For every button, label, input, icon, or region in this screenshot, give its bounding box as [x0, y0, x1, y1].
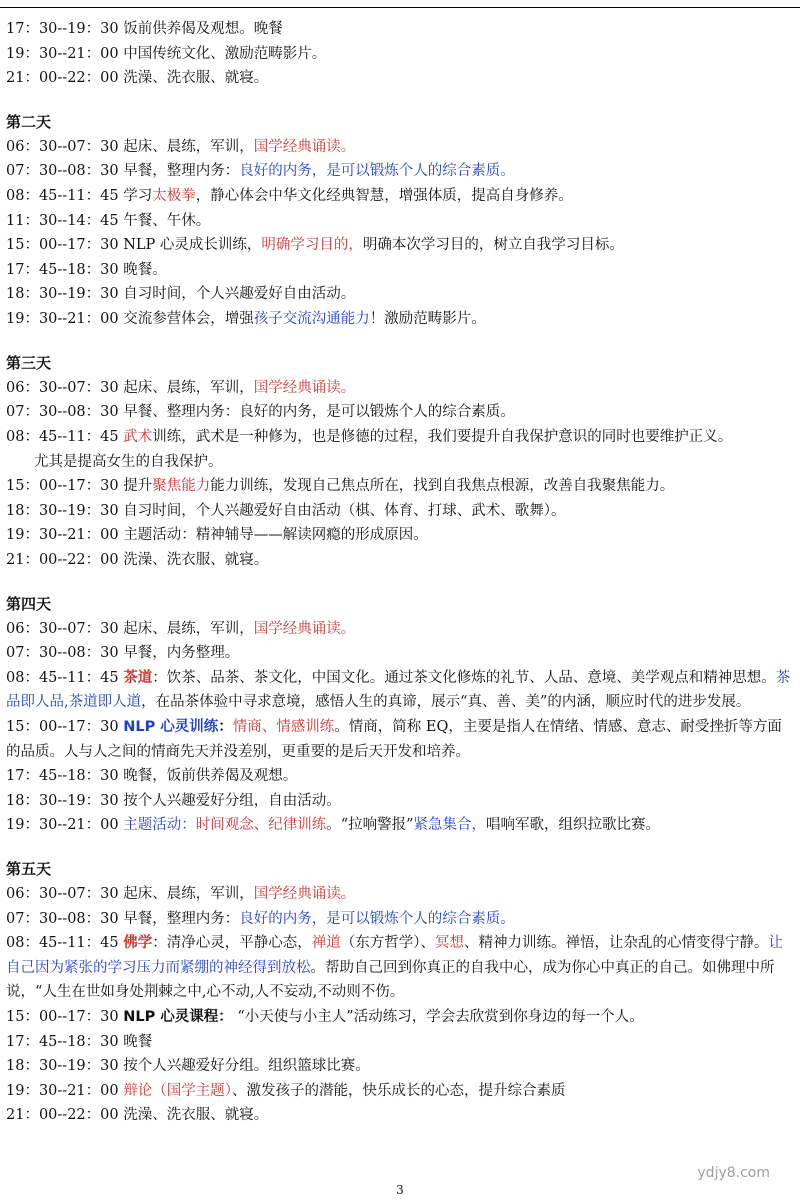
text-segment: 国学经典诵读。 — [253, 138, 356, 155]
text-segment: 国学经典诵读。 — [253, 620, 356, 637]
text-segment: 。帮助自己回到你真正的自我中心，成为你心中真正的自己。如佛理中所说，“人生在世如身处荆棘之中,心不动,人不妄动,不动则不伤。 — [6, 959, 775, 1001]
watermark: ydjy8.com — [697, 1165, 770, 1181]
text-segment: 训练，武术是一种修为，也是修德的过程，我们要提升自我保护意识的同时也要维护正义。 — [152, 428, 733, 445]
text-segment: 、精神力训练。禅悟，让杂乱的心情变得宁静。 — [463, 935, 769, 952]
text-segment: 国学经典诵读。 — [253, 886, 356, 902]
text-segment: 08：45--11：45 — [6, 935, 124, 952]
schedule-line: 21：00--22：00 洗澡、洗衣服、就寝。 — [6, 70, 269, 87]
text-segment: 08：45--11：45 学习 — [6, 188, 153, 205]
schedule-line — [6, 135, 794, 160]
schedule-document — [6, 17, 794, 1128]
text-segment: 佛学 — [123, 935, 153, 952]
text-segment: “小天使与小主人”活动练习，学会去欣赏到你身边的每一个人。 — [232, 1008, 644, 1025]
text-segment: 。“拉响警报” — [326, 817, 414, 834]
schedule-line — [6, 715, 794, 764]
schedule-line: 21：00--22：00 洗澡、洗衣服、就寝。 — [6, 1107, 269, 1124]
text-segment: ，在品茶体验中寻求意境，感悟人生的真谛，展示“真、善、美”的内涵，顺应时代的进步发展。 — [141, 694, 751, 711]
text-segment: 19：30--21：00 — [6, 1082, 124, 1099]
text-segment: 良好的内务，是可以锻炼个人的综合素质。 — [239, 163, 515, 180]
text-segment: 国学经典诵读。 — [253, 379, 356, 396]
text-segment: NLP 心灵课程： — [123, 1008, 233, 1025]
schedule-line — [6, 1079, 794, 1104]
text-segment: 06：30--07：30 起床、晨练，军训， — [6, 379, 254, 396]
text-segment: 19：30--21：00 交流参营体会，增强 — [6, 311, 254, 328]
text-segment: 19：30--21：00 — [6, 817, 124, 834]
schedule-line — [6, 666, 794, 715]
text-segment: 07：30--08：30 早餐，整理内务： — [6, 163, 240, 180]
text-segment: ！激励范畴影片。 — [369, 311, 486, 328]
text-segment: 孩子交流沟通能力 — [253, 311, 370, 328]
day-heading: 第三天 — [6, 354, 52, 373]
schedule-line — [6, 184, 794, 209]
schedule-line — [6, 233, 794, 258]
schedule-line: 21：00--22：00 洗澡、洗衣服、就寝。 — [6, 551, 269, 568]
text-segment: 时间观念、纪律训练 — [195, 817, 327, 834]
text-segment: 紧急集合， — [413, 817, 487, 834]
text-segment: ： — [218, 718, 233, 735]
schedule-line — [6, 931, 794, 1005]
day-heading: 第四天 — [6, 594, 52, 613]
schedule-line: 17：45--18：30 晚餐。 — [6, 261, 167, 278]
schedule-line: 18：30--19：30 按个人兴趣爱好分组。组织篮球比赛。 — [6, 1058, 370, 1075]
text-segment: 主题活动： — [123, 817, 196, 834]
text-segment: 明确本次学习目的，树立自我学习目标。 — [362, 237, 624, 254]
schedule-line — [6, 159, 794, 184]
text-segment: 06：30--07：30 起床、晨练，军训， — [6, 886, 254, 902]
schedule-line: 07：30--08：30 早餐，内务整理。 — [6, 645, 240, 662]
text-segment: 06：30--07：30 起床、晨练，军训， — [6, 138, 254, 155]
text-segment: ，静心体会中华文化经典智慧，增强体质，提高自身修养。 — [195, 188, 573, 205]
schedule-line: 19：30--21：00 中国传统文化、激励范畴影片。 — [6, 45, 327, 62]
text-segment: （东方哲学）、 — [340, 935, 435, 952]
text-segment: 15：00--17：30 — [6, 1008, 124, 1025]
text-segment: ：清净心灵，平静心态， — [152, 935, 312, 952]
day-heading: 第二天 — [6, 113, 52, 132]
text-segment: 07：30--08：30 早餐，整理内务： — [6, 910, 240, 927]
text-segment: 禅道 — [311, 935, 341, 952]
page-number: 3 — [396, 1183, 404, 1197]
schedule-line-continuation: 尤其是提高女生的自我保护。 — [34, 453, 223, 470]
text-segment: 15：00--17：30 提升 — [6, 478, 153, 495]
text-segment: 良好的内务，是可以锻炼个人的综合素质。 — [239, 910, 515, 927]
day-heading: 第五天 — [6, 860, 52, 879]
text-segment: 冥想 — [434, 935, 464, 952]
text-segment: 茶品即人品,茶道即人道 — [6, 669, 791, 711]
schedule-line: 17：45--18：30 晚餐，饭前供养偈及观想。 — [6, 768, 298, 785]
text-segment: 太极拳 — [152, 188, 196, 205]
text-segment: 情商、情感训练 — [232, 718, 335, 735]
text-segment: 明确学习目的， — [261, 237, 363, 254]
schedule-line: 17：45--18：30 晚餐 — [6, 1033, 153, 1050]
schedule-line: 18：30--19：30 按个人兴趣爱好分组，自由活动。 — [6, 792, 341, 809]
text-segment: 、激发孩子的潜能，快乐成长的心态，提升综合素质 — [231, 1082, 566, 1099]
schedule-line: 11：30--14：45 午餐、午休。 — [6, 212, 211, 229]
schedule-line — [6, 882, 794, 907]
schedule-line — [6, 425, 794, 450]
schedule-line — [6, 617, 794, 642]
text-segment: NLP 心灵训练 — [123, 718, 219, 735]
text-segment: 15：00--17：30 — [6, 718, 124, 735]
text-segment: 。情商，简称 EQ，主要是指人在情绪、情感、意志、耐受挫折等方面的品质。人与人之间的情商先天并没差别，更重要的是后天开发和培养。 — [6, 718, 782, 760]
schedule-line: 19：30--21：00 主题活动：精神辅导——解读网瘾的形成原因。 — [6, 527, 428, 544]
text-segment: 茶道 — [123, 669, 153, 686]
schedule-line — [6, 907, 794, 932]
text-segment: 武术 — [123, 428, 153, 445]
schedule-line: 07：30--08：30 早餐、整理内务：良好的内务，是可以锻炼个人的综合素质。 — [6, 404, 515, 421]
schedule-line — [6, 376, 794, 401]
text-segment: 让自己因为紧张的学习压力而紧绷的神经得到放松 — [6, 935, 783, 976]
schedule-line — [6, 474, 794, 499]
text-segment: 聚焦能力 — [152, 478, 211, 495]
text-segment: 能力训练，发现自己焦点所在，找到自我焦点根源，改善自我聚焦能力。 — [210, 478, 675, 495]
text-segment: ：饮茶、品茶、茶文化，中国文化。通过茶文化修炼的礼节、人品、意境、美学观点和精神思想。 — [152, 669, 776, 686]
header-rule — [0, 7, 800, 8]
schedule-line — [6, 813, 794, 838]
text-segment: 06：30--07：30 起床、晨练，军训， — [6, 620, 254, 637]
text-segment: 唱响军歌，组织拉歌比赛。 — [486, 817, 661, 834]
schedule-line — [6, 307, 794, 332]
text-segment: 15：00--17：30 NLP 心灵成长训练， — [6, 237, 262, 254]
schedule-line: 18：30--19：30 自习时间，个人兴趣爱好自由活动。 — [6, 286, 356, 303]
schedule-line: 17：30--19：30 饭前供养偈及观想。晚餐 — [6, 21, 283, 37]
text-segment: 辩论（国学主题） — [123, 1082, 232, 1099]
schedule-line: 18：30--19：30 自习时间，个人兴趣爱好自由活动（棋、体育、打球、武术、歌舞）。 — [6, 502, 566, 519]
text-segment: 08：45--11：45 — [6, 669, 124, 686]
text-segment: 08：45--11：45 — [6, 428, 124, 445]
schedule-line — [6, 1005, 794, 1030]
